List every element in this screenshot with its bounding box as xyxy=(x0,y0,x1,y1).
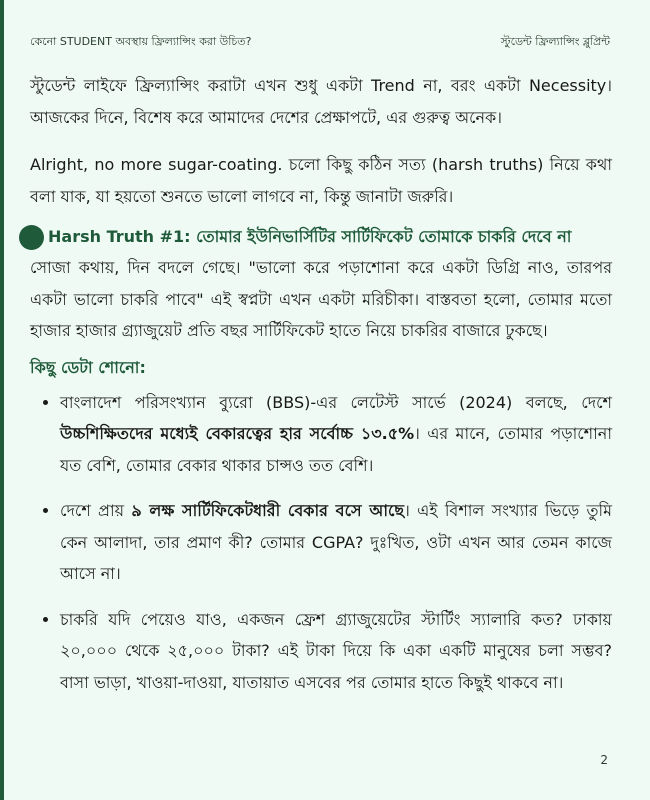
data-bullet-list xyxy=(30,387,612,699)
left-accent-rule xyxy=(0,0,4,800)
section-body: সোজা কথায়, দিন বদলে গেছে। "ভালো করে পড়াশোনা করে একটা ডিগ্রি নাও, তারপর একটা ভালো চাকরি পাবে" এই স্বপ্নটা এখন একটা মরিচীকা। বাস্তবতা হলো, তোমার মতো হাজার হাজার গ্র্যাজুয়েট প্রতি বছর সার্টিফিকেট হাতে নিয়ে চাকরির বাজারে ঢুকছে। xyxy=(30,258,612,340)
section-heading-text: Harsh Truth #1: তোমার ইউনিভার্সিটির সার্টিফিকেট তোমাকে চাকরি দেবে না xyxy=(48,227,572,246)
intro-paragraph-1: স্টুডেন্ট লাইফে ফ্রিল্যান্সিং করাটা এখন শুধু একটা Trend না, বরং একটা Necessity। আজকের দিনে, বিশেষ করে আমাদের দেশের প্রেক্ষাপটে, এর গুরুত্ব অনেক। xyxy=(30,76,612,127)
header-right-title: স্টুডেন্ট ফ্রিল্যান্সিং ব্লুপ্রিন্ট xyxy=(500,35,610,48)
highlight-text: ৯ লক্ষ সার্টিফিকেটধারী বেকার বসে আছে xyxy=(131,501,405,520)
list-item: • বাংলাদেশ পরিসংখ্যান ব্যুরো (BBS)-এর লেটেস্ট সার্ভে (2024) বলছে, দেশে উচ্চশিক্ষিতদের মধ্যেই বেকারত্বের হার সর্বোচ্চ ১৩.৫%। এর মানে, তোমার পড়াশোনা যত বেশি, তোমার বেকার থাকার চান্সও তত বেশি। xyxy=(60,387,612,482)
page-header xyxy=(30,33,610,52)
page-number: 2 xyxy=(600,753,608,767)
page-content xyxy=(30,70,612,698)
list-item: • দেশে প্রায় ৯ লক্ষ সার্টিফিকেটধারী বেকার বসে আছে। এই বিশাল সংখ্যার ভিড়ে তুমি কেন আলাদা, তার প্রমাণ কী? তোমার CGPA? দুঃখিত, ওটা এখন আর তেমন কাজে আসে না। xyxy=(60,495,612,590)
header-left-title: কেনো STUDENT অবস্থায় ফ্রিল্যান্সিং করা উচিত? xyxy=(30,35,252,48)
list-item: • চাকরি যদি পেয়েও যাও, একজন ফ্রেশ গ্র্যাজুয়েটের স্টার্টিং স্যালারি কত? ঢাকায় ২০,০০০ থেকে ২৫,০০০ টাকা? এই টাকা দিয়ে কি একা একটি মানুষের চলা সম্ভব? বাসা ভাড়া, খাওয়া-দাওয়া, যাতায়াত এসবের পর তোমার হাতে কিছুই থাকবে না। xyxy=(60,604,612,699)
highlight-text: উচ্চশিক্ষিতদের মধ্যেই বেকারত্বের হার সর্বোচ্চ ১৩.৫% xyxy=(60,424,415,443)
data-subheading: কিছু ডেটা শোনো: xyxy=(30,357,146,377)
section-heading xyxy=(19,222,612,252)
bullet-circle-icon xyxy=(19,225,44,250)
intro-paragraph-2: Alright, no more sugar-coating. চলো কিছু কঠিন সত্য (harsh truths) নিয়ে কথা বলা যাক, যা হয়তো শুনতে ভালো লাগবে না, কিন্তু জানাটা জরুরি। xyxy=(30,155,612,206)
